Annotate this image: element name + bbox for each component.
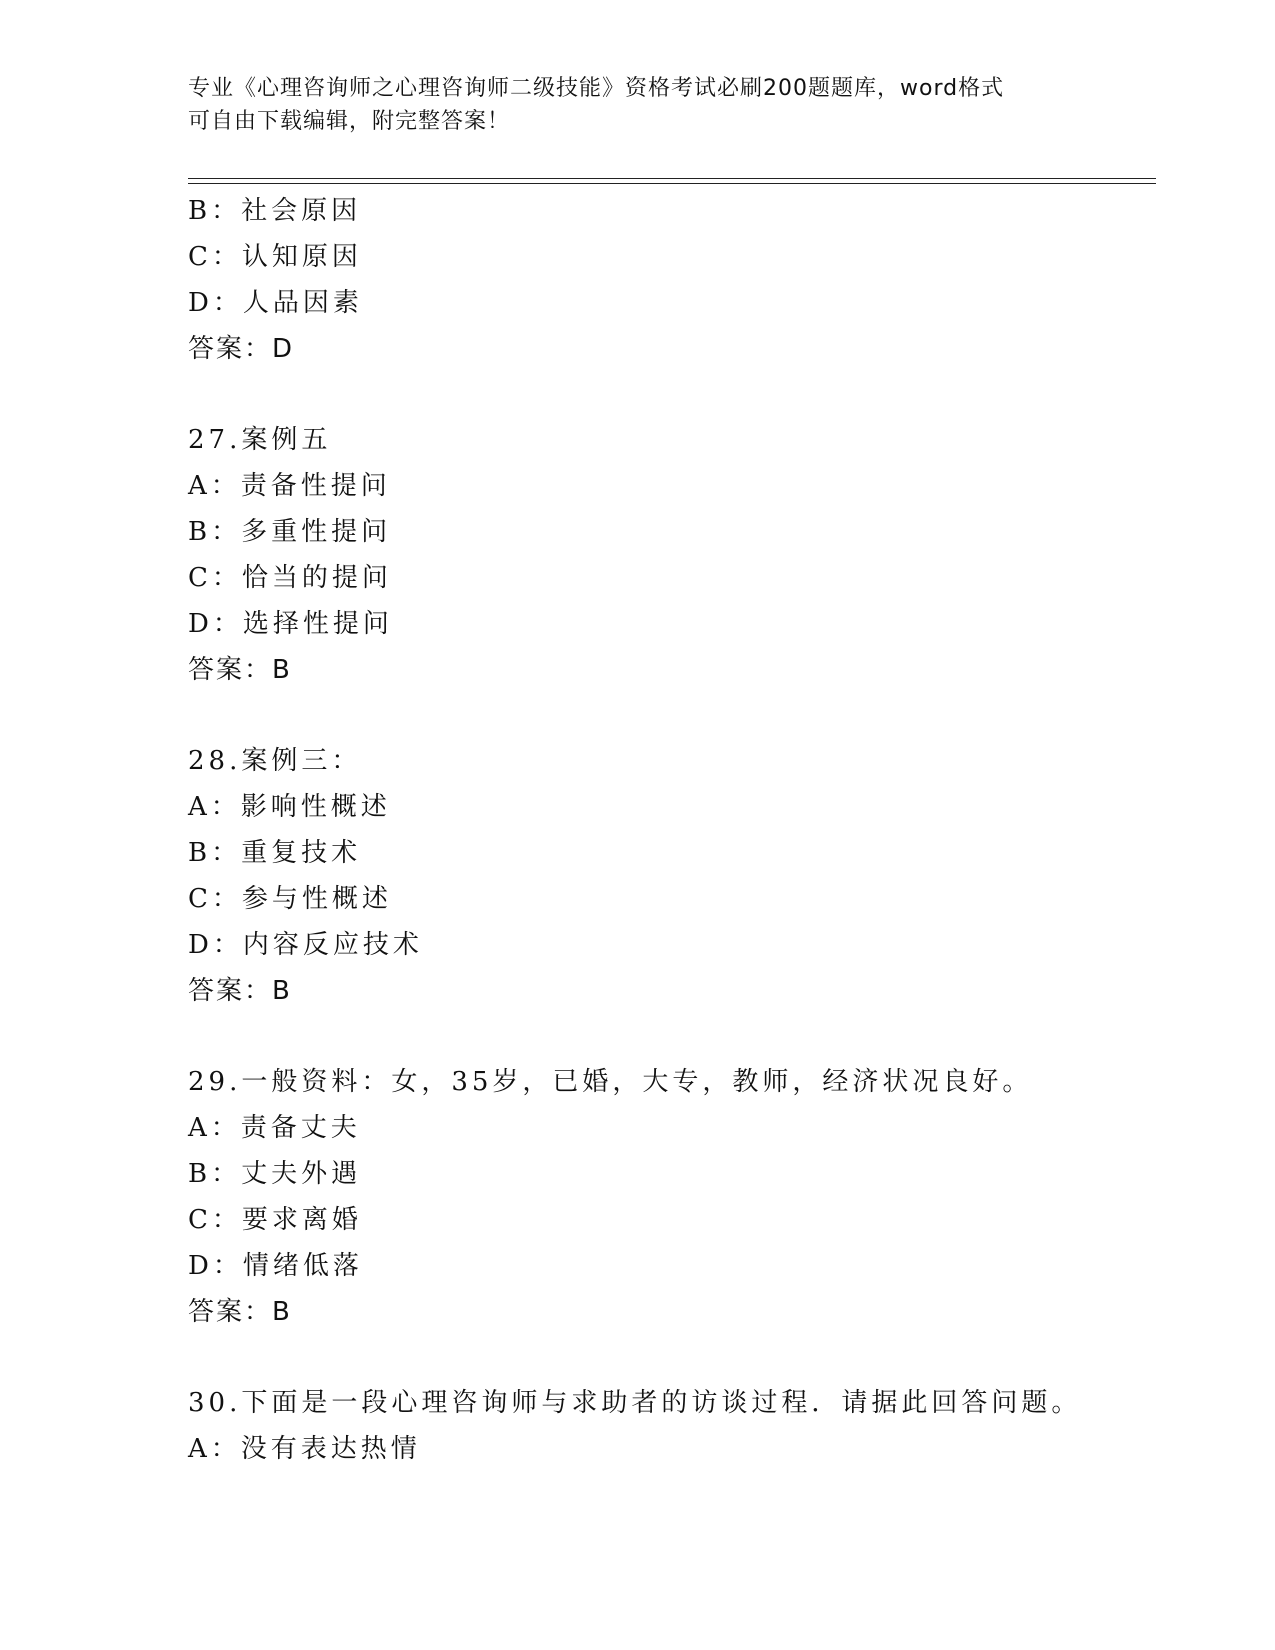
option-d: D：情绪低落 <box>188 1251 363 1281</box>
question-28 <box>188 738 1148 1014</box>
option-d: D：内容反应技术 <box>188 930 423 960</box>
header-divider-bottom <box>188 183 1156 184</box>
answer-line: 答案：B <box>188 655 292 685</box>
option-a: A：责备性提问 <box>188 471 391 501</box>
option-c: C：参与性概述 <box>188 884 392 914</box>
spacer <box>188 1014 1148 1059</box>
option-c: C：恰当的提问 <box>188 563 392 593</box>
option-b: B：社会原因 <box>188 196 362 226</box>
question-title: 29.一般资料：女，35岁，已婚，大专，教师，经济状况良好。 <box>188 1067 1033 1097</box>
question-list <box>188 188 1148 1472</box>
option-a: A：没有表达热情 <box>188 1434 421 1464</box>
option-d: D：人品因素 <box>188 288 363 318</box>
document-header <box>188 72 1088 138</box>
option-b: B：重复技术 <box>188 838 362 868</box>
question-title: 27.案例五 <box>188 425 332 455</box>
question-30 <box>188 1380 1148 1472</box>
question-27 <box>188 417 1148 693</box>
question-title: 30.下面是一段心理咨询师与求助者的访谈过程．请据此回答问题。 <box>188 1388 1082 1418</box>
question-title: 28.案例三： <box>188 746 362 776</box>
header-line-1: 专业《心理咨询师之心理咨询师二级技能》资格考试必刷200题题库，word格式 <box>188 76 1005 101</box>
option-a: A：影响性概述 <box>188 792 391 822</box>
answer-line: 答案：D <box>188 334 295 364</box>
option-d: D：选择性提问 <box>188 609 393 639</box>
answer-line: 答案：B <box>188 1297 292 1327</box>
header-line-2: 可自由下载编辑，附完整答案！ <box>188 109 511 134</box>
question-26-continued <box>188 188 1148 372</box>
spacer <box>188 693 1148 738</box>
spacer <box>188 1335 1148 1380</box>
answer-line: 答案：B <box>188 976 292 1006</box>
option-a: A：责备丈夫 <box>188 1113 361 1143</box>
option-b: B：丈夫外遇 <box>188 1159 362 1189</box>
spacer <box>188 372 1148 417</box>
question-29 <box>188 1059 1148 1335</box>
header-divider-top <box>188 178 1156 179</box>
option-c: C：认知原因 <box>188 242 362 272</box>
option-b: B：多重性提问 <box>188 517 392 547</box>
option-c: C：要求离婚 <box>188 1205 362 1235</box>
